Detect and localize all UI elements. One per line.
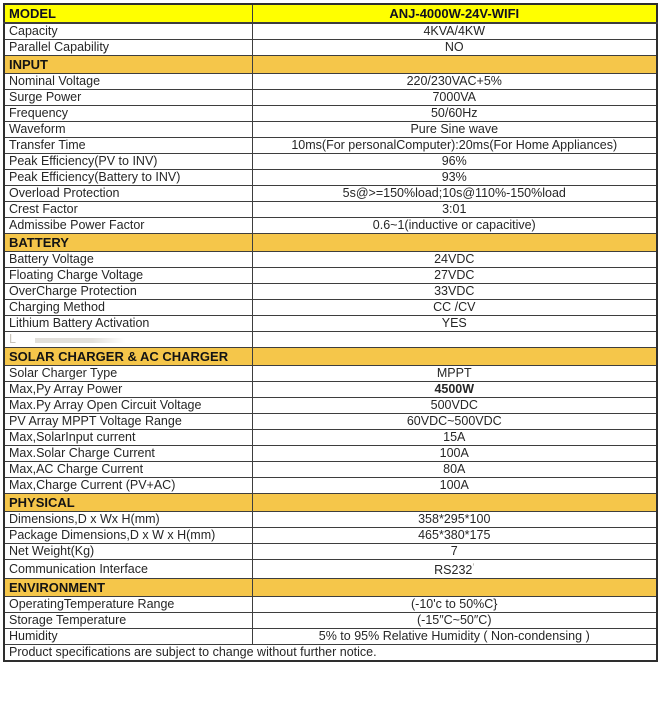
spec-row xyxy=(4,544,657,560)
spec-row xyxy=(4,560,657,579)
spec-value: 465*380*175 xyxy=(252,528,657,544)
spec-value: 358*295*100 xyxy=(252,512,657,528)
section-header-environment: ENVIRONMENT xyxy=(4,579,252,597)
spec-label: Peak Efficiency(PV to INV) xyxy=(4,154,252,170)
spec-value: 7000VA xyxy=(252,90,657,106)
section-header-physical: PHYSICAL xyxy=(4,494,252,512)
spec-row xyxy=(4,186,657,202)
spec-table xyxy=(3,3,658,662)
spec-row xyxy=(4,106,657,122)
spec-label: Max,AC Charge Current xyxy=(4,462,252,478)
model-label: MODEL xyxy=(4,4,252,23)
spec-label: Battery Voltage xyxy=(4,252,252,268)
spec-label: Lithium Battery Activation xyxy=(4,316,252,332)
spec-row xyxy=(4,366,657,382)
spec-row xyxy=(4,268,657,284)
spec-row xyxy=(4,414,657,430)
spec-row xyxy=(4,23,657,40)
spec-label: Humidity xyxy=(4,629,252,645)
section-header-spacer xyxy=(252,234,657,252)
spec-value: CC /CV xyxy=(252,300,657,316)
spec-label: Nominal Voltage xyxy=(4,74,252,90)
spec-value: 5s@>=150%load;10s@110%-150%load xyxy=(252,186,657,202)
spec-label: Communication Interface xyxy=(4,560,252,579)
spec-row xyxy=(4,462,657,478)
value-suffix-mark: ’ xyxy=(472,562,475,572)
section-header-spacer xyxy=(252,494,657,512)
spec-value: 24VDC xyxy=(252,252,657,268)
spec-value: 220/230VAC+5% xyxy=(252,74,657,90)
spec-value: 4500W xyxy=(252,382,657,398)
spec-label: OverCharge Protection xyxy=(4,284,252,300)
spec-value: 3:01 xyxy=(252,202,657,218)
spec-table-body xyxy=(4,4,657,661)
spec-label: Max.Solar Charge Current xyxy=(4,446,252,462)
section-header-row-battery xyxy=(4,234,657,252)
spec-value: YES xyxy=(252,316,657,332)
spec-label: Charging Method xyxy=(4,300,252,316)
spec-label: Frequency xyxy=(4,106,252,122)
spec-value: 27VDC xyxy=(252,268,657,284)
section-header-row-physical xyxy=(4,494,657,512)
spec-value: MPPT xyxy=(252,366,657,382)
spec-value xyxy=(252,332,657,348)
spec-label: Admissibe Power Factor xyxy=(4,218,252,234)
spec-label: Solar Charger Type xyxy=(4,366,252,382)
spec-row xyxy=(4,430,657,446)
spec-label: Waveform xyxy=(4,122,252,138)
spec-label: Dimensions,D x Wx H(mm) xyxy=(4,512,252,528)
spec-row xyxy=(4,478,657,494)
spec-value: 50/60Hz xyxy=(252,106,657,122)
section-header-input: INPUT xyxy=(4,56,252,74)
spec-label: Capacity xyxy=(4,23,252,40)
spec-row xyxy=(4,218,657,234)
spec-row xyxy=(4,74,657,90)
spec-value: 96% xyxy=(252,154,657,170)
spec-label: OperatingTemperature Range xyxy=(4,597,252,613)
spec-label: Overload Protection xyxy=(4,186,252,202)
spec-label: Crest Factor xyxy=(4,202,252,218)
spec-label: Package Dimensions,D x W x H(mm) xyxy=(4,528,252,544)
spec-row xyxy=(4,90,657,106)
section-header-row-environment xyxy=(4,579,657,597)
spec-value: 5% to 95% Relative Humidity ( Non-condensing ) xyxy=(252,629,657,645)
spec-label: Max,Py Array Power xyxy=(4,382,252,398)
spec-row xyxy=(4,252,657,268)
spec-label: Surge Power xyxy=(4,90,252,106)
spec-value: (-15″C~50″C) xyxy=(252,613,657,629)
spec-value: (-10'c to 50%C} xyxy=(252,597,657,613)
spec-value: 60VDC~500VDC xyxy=(252,414,657,430)
footer-note-row xyxy=(4,645,657,662)
section-header-battery: BATTERY xyxy=(4,234,252,252)
spec-label: Peak Efficiency(Battery to INV) xyxy=(4,170,252,186)
spec-label: Net Weight(Kg) xyxy=(4,544,252,560)
spec-label: PV Array MPPT Voltage Range xyxy=(4,414,252,430)
section-header-row-input xyxy=(4,56,657,74)
spec-value: 0.6~1(inductive or capacitive) xyxy=(252,218,657,234)
spec-label: Max,SolarInput current xyxy=(4,430,252,446)
section-header-spacer xyxy=(252,579,657,597)
spec-value: 15A xyxy=(252,430,657,446)
spec-row xyxy=(4,528,657,544)
spec-label: Max.Py Array Open Circuit Voltage xyxy=(4,398,252,414)
spec-row xyxy=(4,382,657,398)
spec-row xyxy=(4,202,657,218)
spec-value: 33VDC xyxy=(252,284,657,300)
spec-label: Storage Temperature xyxy=(4,613,252,629)
spec-row xyxy=(4,629,657,645)
spec-label: Transfer Time xyxy=(4,138,252,154)
footer-note: Product specifications are subject to change without further notice. xyxy=(4,645,657,662)
spec-label: Floating Charge Voltage xyxy=(4,268,252,284)
section-header-row-solar-charger-ac-charger xyxy=(4,348,657,366)
section-header-spacer xyxy=(252,56,657,74)
ghost-row xyxy=(4,332,657,348)
spec-row xyxy=(4,170,657,186)
spec-label: Parallel Capability xyxy=(4,40,252,56)
model-value: ANJ-4000W-24V-WIFI xyxy=(252,4,657,23)
spec-row xyxy=(4,597,657,613)
spec-row xyxy=(4,300,657,316)
section-header-spacer xyxy=(252,348,657,366)
spec-value: 80A xyxy=(252,462,657,478)
spec-value: 10ms(For personalComputer):20ms(For Home Appliances) xyxy=(252,138,657,154)
spec-value: 93% xyxy=(252,170,657,186)
spec-value: 100A xyxy=(252,478,657,494)
spec-row xyxy=(4,512,657,528)
spec-value: Pure Sine wave xyxy=(252,122,657,138)
spec-row xyxy=(4,122,657,138)
spec-row xyxy=(4,446,657,462)
spec-row xyxy=(4,40,657,56)
spec-value: 7 xyxy=(252,544,657,560)
spec-row xyxy=(4,138,657,154)
section-header-solar-charger-ac-charger: SOLAR CHARGER & AC CHARGER xyxy=(4,348,252,366)
spec-value: 500VDC xyxy=(252,398,657,414)
spec-value: 100A xyxy=(252,446,657,462)
model-header-row xyxy=(4,4,657,23)
spec-row xyxy=(4,154,657,170)
spec-row xyxy=(4,316,657,332)
spec-label: L xyxy=(4,332,252,348)
spec-row xyxy=(4,398,657,414)
spec-row xyxy=(4,284,657,300)
spec-row xyxy=(4,613,657,629)
spec-label: Max,Charge Current (PV+AC) xyxy=(4,478,252,494)
spec-value: NO xyxy=(252,40,657,56)
spec-value: 4KVA/4KW xyxy=(252,23,657,40)
spec-value: RS232’ xyxy=(252,560,657,579)
